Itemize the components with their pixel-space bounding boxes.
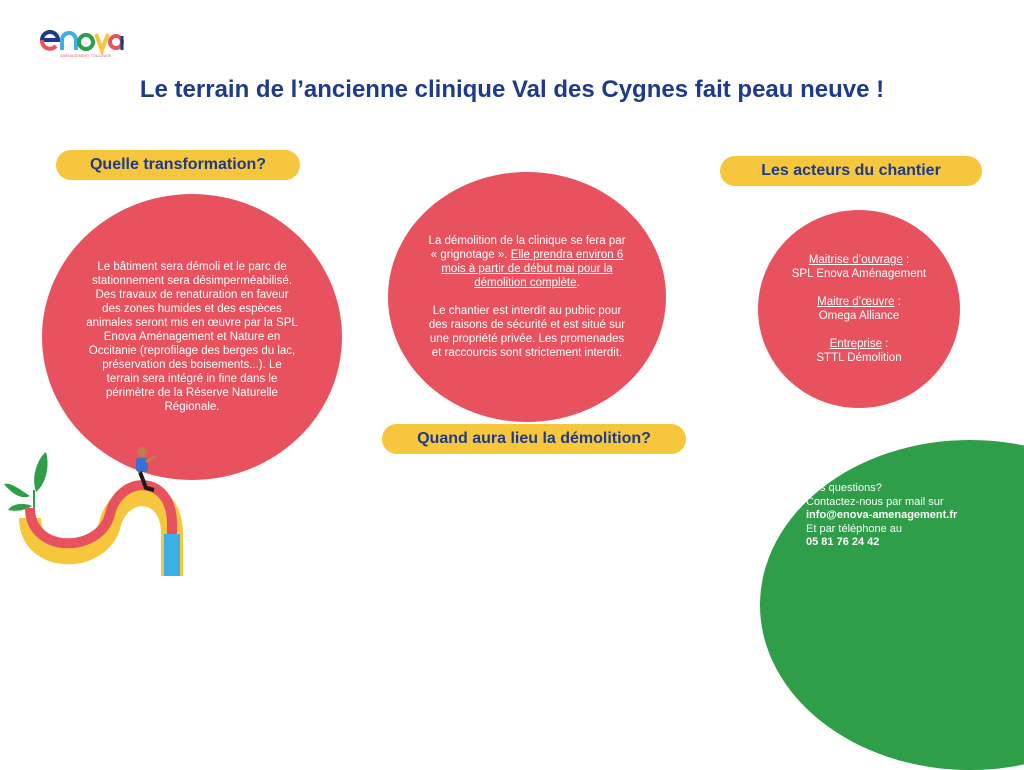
demolition-circle: [388, 172, 666, 422]
logo-tagline: AMÉNAGEMENT TOULOUSE: [60, 54, 112, 58]
moe-value: Omega Alliance: [818, 310, 900, 322]
moe-label: Maitre d’œuvre: [817, 296, 895, 308]
contact-email-link[interactable]: info@enova-amenagement.fr: [806, 509, 958, 521]
contact-block: [806, 482, 1006, 550]
contact-phone-intro: Et par téléphone au: [806, 522, 903, 535]
transformation-text: Le bâtiment sera démoli et le parc de stationnement sera désimperméabilisé. Des travaux de renaturation en faveur des zones humides et des espèces animales seront mis en œuvre par la SPL Enova Aménagement et Nature en Occitanie (reprofilage des berges du lac, préservation des boisements...). Le terrain sera intégré in fine dans le périmètre de la Réserve Naturelle Régionale.: [86, 261, 298, 413]
transformation-circle: [42, 194, 342, 480]
moe-sep: :: [894, 296, 901, 308]
ent-label: Entreprise: [829, 338, 883, 350]
contact-phone: 05 81 76 24 42: [806, 536, 880, 548]
moa-sep: :: [902, 254, 910, 266]
contact-mail-intro: Contactez-nous par mail sur: [806, 495, 944, 508]
page-title: Le terrain de l’ancienne clinique Val des Cygnes fait peau neuve !: [139, 76, 885, 103]
acteurs-circle: [758, 210, 960, 408]
moa-value: SPL Enova Aménagement: [791, 268, 927, 280]
paths-text: Les promenades et raccourcis sont strictement interdit.: [431, 333, 625, 359]
decorative-illustration: [0, 444, 200, 576]
contact-question: Des questions?: [806, 482, 882, 494]
ent-sep: :: [882, 338, 889, 350]
demolition-intro: La démolition de la clinique se fera par « grignotage ».: [428, 235, 626, 261]
ent-value: STTL Démolition: [816, 352, 902, 364]
moa-label: Maitrise d’ouvrage: [808, 254, 903, 266]
demolition-duration-end: .: [576, 277, 580, 289]
demolition-duration: Elle prendra environ 6 mois à partir de début mai pour la démolition complète: [441, 249, 624, 289]
acteurs-heading: Les acteurs du chantier: [720, 156, 982, 186]
enova-logo: [38, 26, 124, 62]
transformation-heading: Quelle transformation?: [56, 150, 300, 180]
safety-text: Le chantier est interdit au public pour des raisons de sécurité et est situé sur une propriété privée.: [428, 305, 626, 345]
demolition-heading: Quand aura lieu la démolition?: [382, 424, 686, 454]
